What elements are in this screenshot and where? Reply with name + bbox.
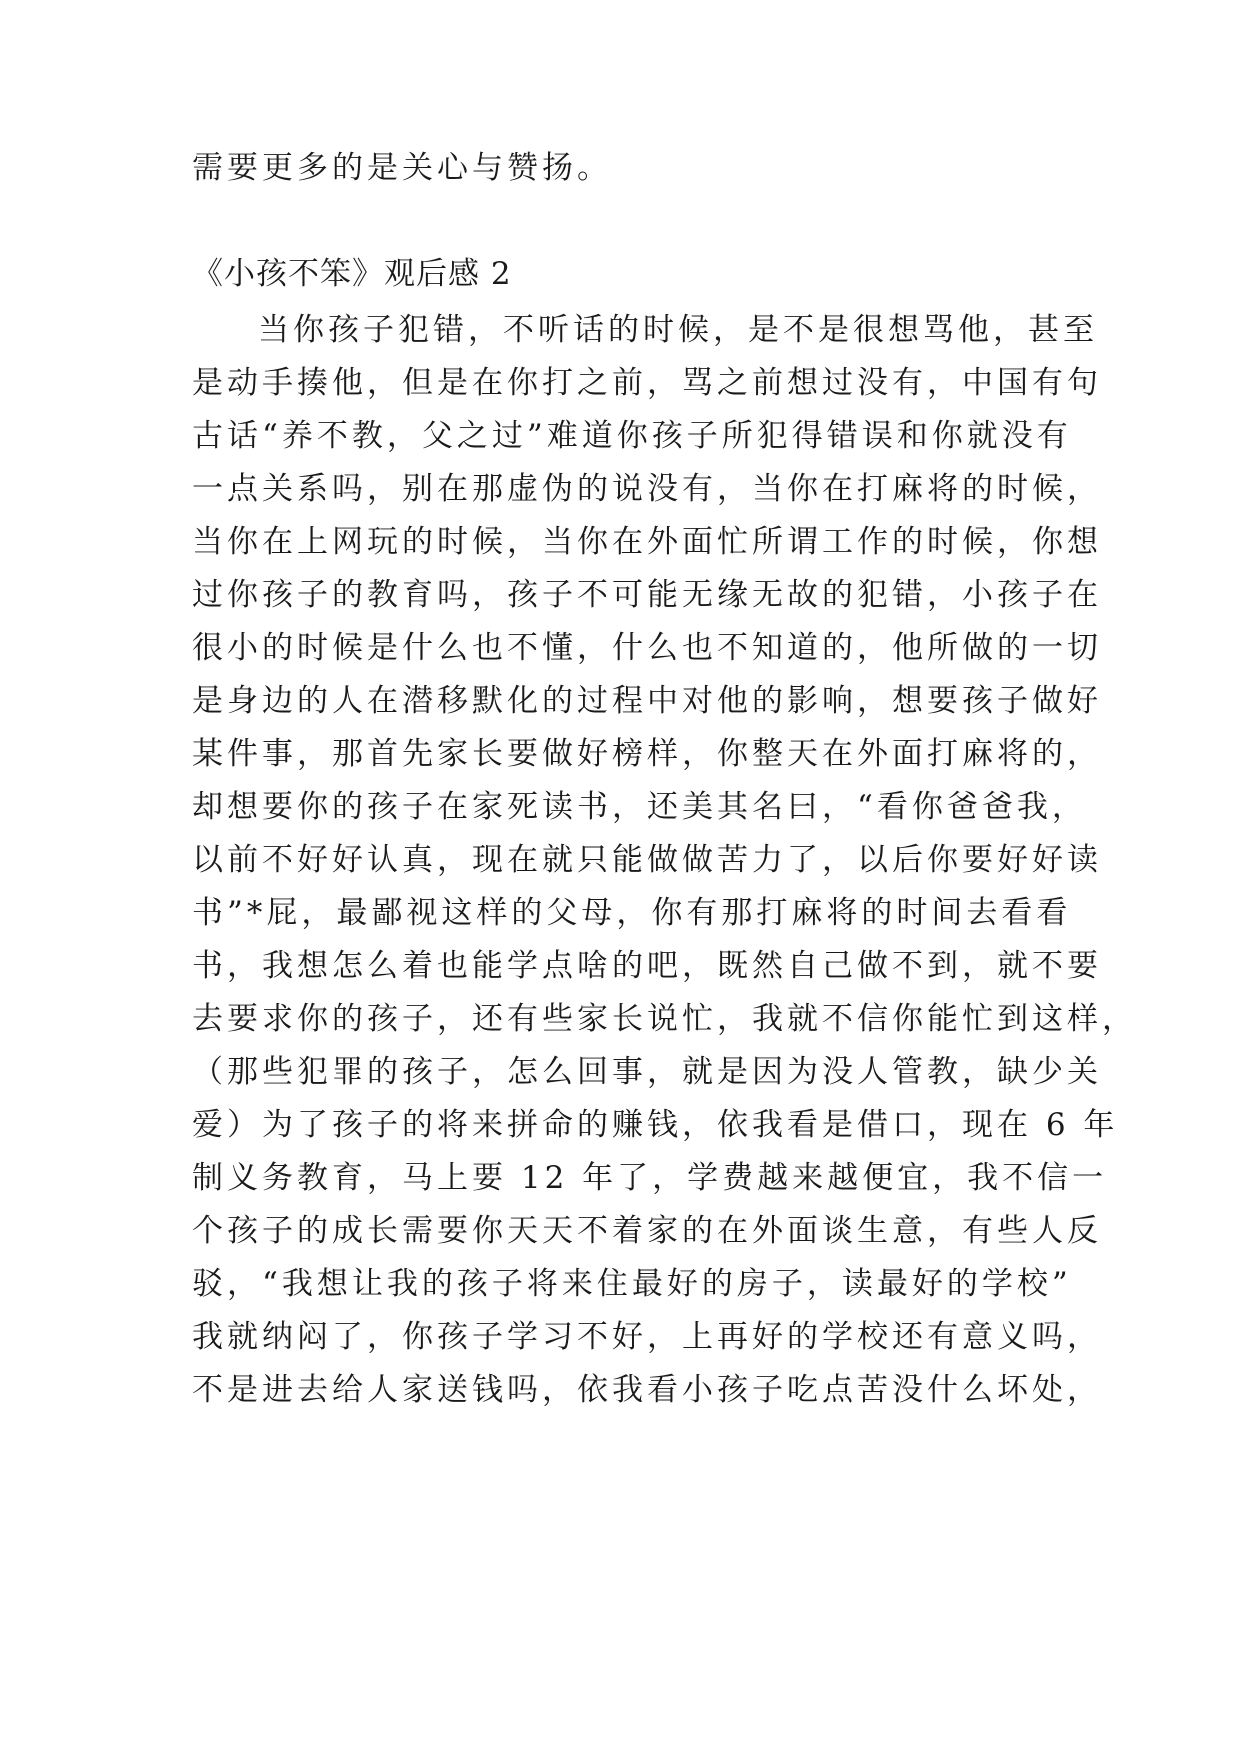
- paragraph-end-line: 需要更多的是关心与赞扬。: [192, 150, 612, 186]
- body-line: 是动手揍他，但是在你打之前，骂之前想过没有，中国有句: [192, 365, 1102, 401]
- body-line: 书”*屁，最鄙视这样的父母，你有那打麻将的时间去看看: [192, 895, 1072, 931]
- section-title: 《小孩不笨》观后感 2: [192, 256, 512, 292]
- body-line: 以前不好好认真，现在就只能做做苦力了，以后你要好好读: [192, 842, 1102, 878]
- body-line: 古话“养不教，父之过”难道你孩子所犯得错误和你就没有: [192, 418, 1072, 454]
- body-line: 当你在上网玩的时候，当你在外面忙所谓工作的时候，你想: [192, 524, 1102, 560]
- body-line: 爱）为了孩子的将来拼命的赚钱，依我看是借口，现在 6 年: [192, 1107, 1119, 1143]
- body-line: 一点关系吗，别在那虚伪的说没有，当你在打麻将的时候，: [192, 471, 1102, 507]
- body-line: 不是进去给人家送钱吗，依我看小孩子吃点苦没什么坏处，: [192, 1372, 1102, 1408]
- body-line: 书，我想怎么着也能学点啥的吧，既然自己做不到，就不要: [192, 948, 1102, 984]
- body-line: 我就纳闷了，你孩子学习不好，上再好的学校还有意义吗，: [192, 1319, 1102, 1355]
- body-line: 去要求你的孩子，还有些家长说忙，我就不信你能忙到这样，: [192, 1001, 1137, 1037]
- body-line: 制义务教育，马上要 12 年了，学费越来越便宜，我不信一: [192, 1160, 1108, 1196]
- body-line: 很小的时候是什么也不懂，什么也不知道的，他所做的一切: [192, 630, 1102, 666]
- body-line: 驳，“我想让我的孩子将来住最好的房子，读最好的学校”: [192, 1266, 1072, 1302]
- body-line: （那些犯罪的孩子，怎么回事，就是因为没人管教，缺少关: [192, 1054, 1102, 1090]
- body-line: 却想要你的孩子在家死读书，还美其名曰，“看你爸爸我，: [192, 789, 1087, 825]
- body-line: 当你孩子犯错，不听话的时候，是不是很想骂他，甚至: [258, 312, 1098, 348]
- body-line: 过你孩子的教育吗，孩子不可能无缘无故的犯错，小孩子在: [192, 577, 1102, 613]
- body-line: 个孩子的成长需要你天天不着家的在外面谈生意，有些人反: [192, 1213, 1102, 1249]
- body-line: 某件事，那首先家长要做好榜样，你整天在外面打麻将的，: [192, 736, 1102, 772]
- body-line: 是身边的人在潜移默化的过程中对他的影响，想要孩子做好: [192, 683, 1102, 719]
